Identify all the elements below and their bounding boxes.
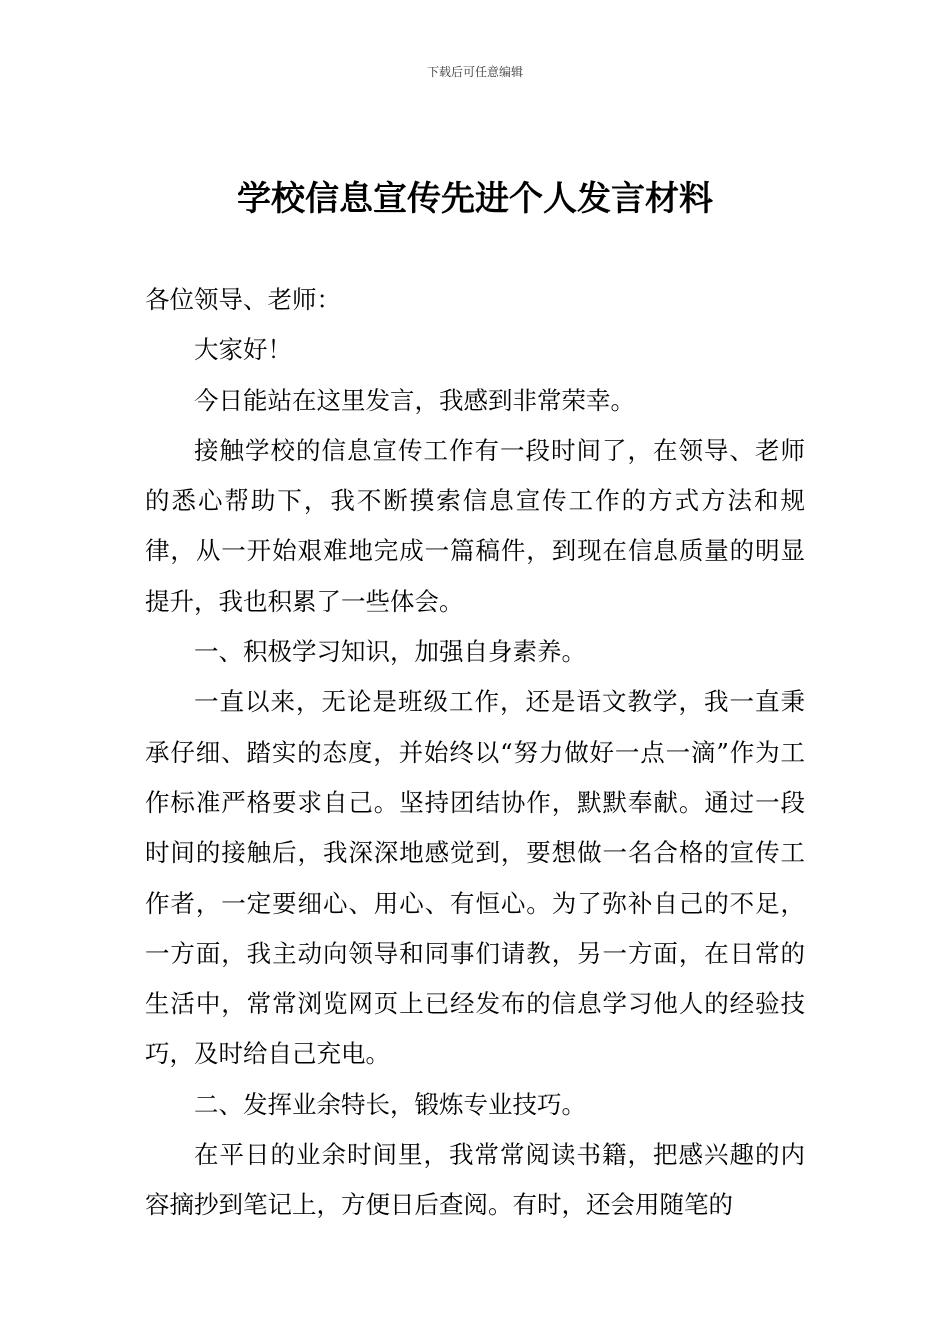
paragraph-greeting: 大家好！ bbox=[194, 335, 292, 365]
section-heading-2: 二、发挥业余特长，锻炼专业技巧。 bbox=[194, 1089, 586, 1119]
paragraph-section-2-body: 在平日的业余时间里，我常常阅读书籍，把感兴趣的内容摘抄到笔记上，方便日后查阅。有时，还会用随笔的 bbox=[145, 1140, 805, 1220]
section-heading-1: 一、积极学习知识，加强自身素养。 bbox=[194, 637, 586, 667]
document-body bbox=[145, 275, 805, 1231]
paragraph-experience: 接触学校的信息宣传工作有一段时间了，在领导、老师的悉心帮助下，我不断摸索信息宣传工作的方式方法和规律，从一开始艰难地完成一篇稿件，到现在信息质量的明显提升，我也积累了一些体会。 bbox=[145, 435, 805, 616]
page-header-note: 下载后可任意编辑 bbox=[426, 65, 523, 79]
paragraph-section-1-body: 一直以来，无论是班级工作，还是语文教学，我一直秉承仔细、踏实的态度，并始终以“努力做好一点一滴”作为工作标准严格要求自己。坚持团结协作，默默奉献。通过一段时间的接触后，我深深地感觉到，要想做一名合格的宣传工作者，一定要细心、用心、有恒心。为了弥补自己的不足，一方面，我主动向领导和同事们请教，另一方面，在日常的生活中，常常浏览网页上已经发布的信息学习他人的经验技巧，及时给自己充电。 bbox=[145, 687, 805, 1069]
salutation: 各位领导、老师： bbox=[145, 285, 341, 314]
paragraph-honored: 今日能站在这里发言，我感到非常荣幸。 bbox=[194, 385, 635, 415]
document-title: 学校信息宣传先进个人发言材料 bbox=[237, 179, 713, 219]
